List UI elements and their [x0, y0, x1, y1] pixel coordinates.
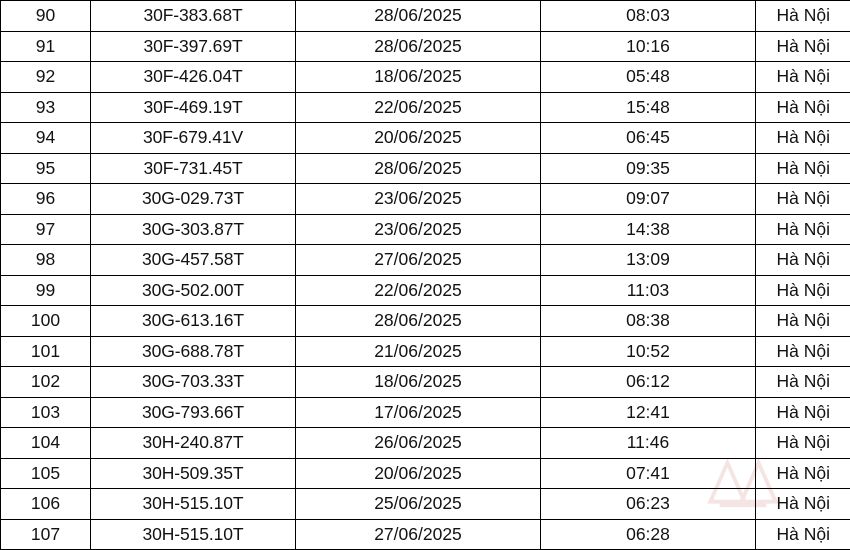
cell-location: Hà Nội — [756, 367, 850, 398]
cell-location: Hà Nội — [756, 31, 850, 62]
table-row — [1, 245, 850, 276]
table-row — [1, 62, 850, 93]
cell-plate-number: 30F-469.19T — [91, 92, 296, 123]
cell-index: 103 — [1, 397, 91, 428]
cell-date: 18/06/2025 — [296, 62, 541, 93]
cell-plate-number: 30H-509.35T — [91, 458, 296, 489]
table-row — [1, 489, 850, 520]
cell-index: 93 — [1, 92, 91, 123]
cell-time: 08:03 — [541, 1, 756, 32]
table-row — [1, 31, 850, 62]
cell-time: 09:07 — [541, 184, 756, 215]
cell-date: 23/06/2025 — [296, 184, 541, 215]
table-row — [1, 458, 850, 489]
cell-time: 07:41 — [541, 458, 756, 489]
cell-plate-number: 30G-703.33T — [91, 367, 296, 398]
cell-index: 90 — [1, 1, 91, 32]
cell-date: 27/06/2025 — [296, 519, 541, 550]
cell-time: 06:45 — [541, 123, 756, 154]
table-body — [1, 1, 850, 550]
cell-location: Hà Nội — [756, 123, 850, 154]
table-row — [1, 214, 850, 245]
cell-time: 10:52 — [541, 336, 756, 367]
cell-time: 06:28 — [541, 519, 756, 550]
table-row — [1, 153, 850, 184]
cell-location: Hà Nội — [756, 489, 850, 520]
cell-plate-number: 30G-303.87T — [91, 214, 296, 245]
cell-time: 15:48 — [541, 92, 756, 123]
cell-plate-number: 30G-502.00T — [91, 275, 296, 306]
table-row — [1, 306, 850, 337]
table-row — [1, 123, 850, 154]
cell-time: 10:16 — [541, 31, 756, 62]
cell-plate-number: 30H-515.10T — [91, 519, 296, 550]
cell-date: 20/06/2025 — [296, 458, 541, 489]
cell-date: 18/06/2025 — [296, 367, 541, 398]
cell-index: 100 — [1, 306, 91, 337]
cell-location: Hà Nội — [756, 458, 850, 489]
cell-date: 28/06/2025 — [296, 31, 541, 62]
cell-time: 05:48 — [541, 62, 756, 93]
cell-date: 21/06/2025 — [296, 336, 541, 367]
table-row — [1, 275, 850, 306]
cell-date: 26/06/2025 — [296, 428, 541, 459]
cell-date: 27/06/2025 — [296, 245, 541, 276]
cell-date: 28/06/2025 — [296, 306, 541, 337]
cell-plate-number: 30G-613.16T — [91, 306, 296, 337]
cell-plate-number: 30G-029.73T — [91, 184, 296, 215]
cell-location: Hà Nội — [756, 245, 850, 276]
cell-time: 11:03 — [541, 275, 756, 306]
cell-location: Hà Nội — [756, 519, 850, 550]
cell-location: Hà Nội — [756, 184, 850, 215]
cell-date: 20/06/2025 — [296, 123, 541, 154]
cell-plate-number: 30F-731.45T — [91, 153, 296, 184]
table-row — [1, 367, 850, 398]
cell-location: Hà Nội — [756, 62, 850, 93]
cell-location: Hà Nội — [756, 153, 850, 184]
cell-date: 17/06/2025 — [296, 397, 541, 428]
cell-plate-number: 30G-688.78T — [91, 336, 296, 367]
cell-plate-number: 30G-793.66T — [91, 397, 296, 428]
cell-time: 08:38 — [541, 306, 756, 337]
table-row — [1, 428, 850, 459]
cell-location: Hà Nội — [756, 275, 850, 306]
cell-index: 102 — [1, 367, 91, 398]
cell-date: 28/06/2025 — [296, 1, 541, 32]
cell-time: 13:09 — [541, 245, 756, 276]
cell-time: 06:23 — [541, 489, 756, 520]
cell-plate-number: 30F-397.69T — [91, 31, 296, 62]
cell-index: 106 — [1, 489, 91, 520]
cell-time: 12:41 — [541, 397, 756, 428]
cell-index: 99 — [1, 275, 91, 306]
cell-location: Hà Nội — [756, 92, 850, 123]
cell-location: Hà Nội — [756, 1, 850, 32]
table-row — [1, 519, 850, 550]
cell-plate-number: 30F-383.68T — [91, 1, 296, 32]
cell-plate-number: 30H-515.10T — [91, 489, 296, 520]
cell-date: 23/06/2025 — [296, 214, 541, 245]
cell-location: Hà Nội — [756, 397, 850, 428]
cell-time: 14:38 — [541, 214, 756, 245]
cell-location: Hà Nội — [756, 336, 850, 367]
cell-index: 92 — [1, 62, 91, 93]
cell-plate-number: 30G-457.58T — [91, 245, 296, 276]
cell-index: 97 — [1, 214, 91, 245]
cell-date: 25/06/2025 — [296, 489, 541, 520]
cell-time: 09:35 — [541, 153, 756, 184]
cell-location: Hà Nội — [756, 428, 850, 459]
cell-location: Hà Nội — [756, 214, 850, 245]
cell-location: Hà Nội — [756, 306, 850, 337]
cell-date: 28/06/2025 — [296, 153, 541, 184]
cell-index: 104 — [1, 428, 91, 459]
cell-index: 98 — [1, 245, 91, 276]
cell-index: 95 — [1, 153, 91, 184]
cell-index: 107 — [1, 519, 91, 550]
cell-index: 96 — [1, 184, 91, 215]
table-row — [1, 184, 850, 215]
cell-date: 22/06/2025 — [296, 92, 541, 123]
table-row — [1, 397, 850, 428]
cell-index: 94 — [1, 123, 91, 154]
cell-date: 22/06/2025 — [296, 275, 541, 306]
cell-plate-number: 30F-679.41V — [91, 123, 296, 154]
cell-time: 06:12 — [541, 367, 756, 398]
cell-index: 101 — [1, 336, 91, 367]
cell-index: 105 — [1, 458, 91, 489]
cell-time: 11:46 — [541, 428, 756, 459]
table-row — [1, 92, 850, 123]
table-row — [1, 336, 850, 367]
cell-plate-number: 30H-240.87T — [91, 428, 296, 459]
table-row — [1, 1, 850, 32]
cell-plate-number: 30F-426.04T — [91, 62, 296, 93]
cell-index: 91 — [1, 31, 91, 62]
